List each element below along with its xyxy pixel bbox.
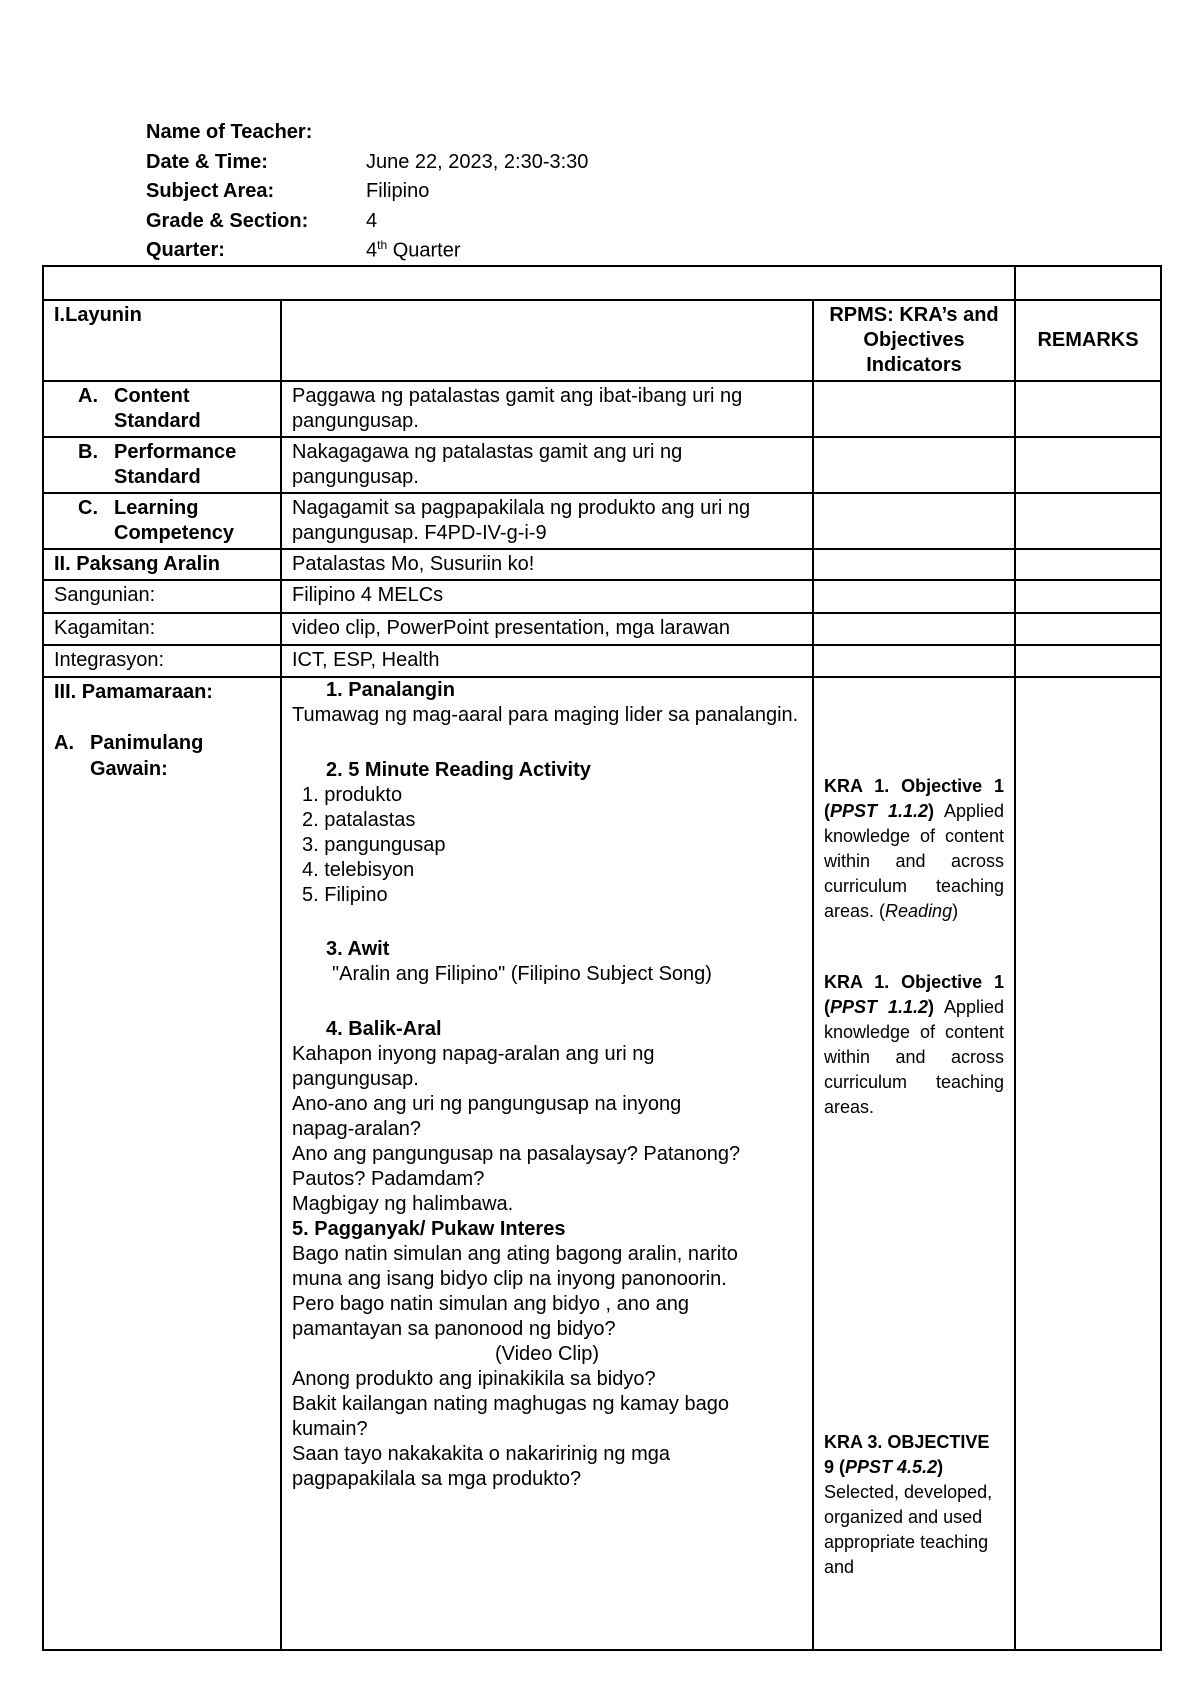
question-line: Anong produkto ang ipinakikila sa bidyo? [292, 1367, 656, 1390]
remarks-cell [1015, 677, 1161, 1650]
motivation-line: Pero bago natin simulan ang bidyo , ano ang [292, 1292, 689, 1315]
reading-word: 1. produkto [302, 783, 403, 806]
review-line: Magbigay ng halimbawa. [292, 1192, 514, 1215]
kagamitan-row [43, 613, 1161, 645]
grade-row [146, 207, 588, 237]
quarter-label: Quarter: [146, 239, 225, 262]
kagamitan-label: Kagamitan: [43, 613, 281, 645]
paksa-label: II. Paksang Aralin [43, 549, 281, 580]
paksa-row [43, 549, 1161, 580]
performance-standard-row [43, 437, 1161, 493]
step-pagganyak-heading: 5. Pagganyak/ Pukaw Interes [292, 1217, 566, 1240]
layunin-label: I.Layunin [43, 300, 281, 381]
learning-competency-row [43, 493, 1161, 549]
step-panalangin-text: Tumawag ng mag-aaral para maging lider sa panalangin. [292, 704, 799, 726]
integrasyon-value: ICT, ESP, Health [281, 645, 813, 677]
panimulang-letter: A. [54, 732, 74, 754]
rpms-header: RPMS: KRA’s and Objectives Indicators [813, 300, 1015, 381]
sanggunian-label: Sangunian: [43, 580, 281, 613]
question-line: pagpapakilala sa mga produkto? [292, 1467, 582, 1490]
step-balik-aral-heading: 4. Balik-Aral [326, 1017, 442, 1040]
performance-standard-label: Performance Standard [114, 441, 237, 488]
review-line: Kahapon inyong napag-aralan ang uri ng [292, 1042, 655, 1065]
performance-standard-letter: B. [78, 441, 98, 463]
question-line: Saan tayo nakakakita o nakaririnig ng mga [292, 1442, 671, 1465]
reading-word: 3. pangungusap [302, 833, 446, 856]
procedure-cell [281, 677, 813, 1650]
pamamaraan-row [43, 677, 1161, 1650]
learning-competency-value: Nagagamit sa pagpapakilala ng produkto ang uri ng pangungusap. F4PD-IV-g-i-9 [281, 493, 813, 549]
date-row [146, 148, 588, 178]
kra-block-3: KRA 3. OBJECTIVE 9 (PPST 4.5.2) Selected, developed, organized and used appropriate teaching and [824, 1432, 993, 1577]
content-standard-letter: A. [78, 385, 98, 407]
review-line: pangungusap. [292, 1067, 419, 1090]
integrasyon-label: Integrasyon: [43, 645, 281, 677]
review-line: Ano-ano ang uri ng pangungusap na inyong [292, 1092, 682, 1115]
layunin-header-row [43, 300, 1161, 381]
reading-word: 5. Filipino [302, 883, 388, 906]
teacher-label: Name of Teacher: [146, 121, 313, 144]
panimulang-label: Panimulang Gawain: [90, 732, 204, 780]
video-clip-label: (Video Clip) [494, 1342, 600, 1365]
sanggunian-row [43, 580, 1161, 613]
content-standard-row [43, 381, 1161, 437]
kra-block-1: KRA 1. Objective 1 (PPST 1.1.2) Applied knowledge of content within and across curriculum teaching areas. (Reading) [824, 776, 1005, 921]
date-value: June 22, 2023, 2:30-3:30 [366, 150, 589, 173]
quarter-value: 4th Quarter [366, 238, 461, 263]
subject-label: Subject Area: [146, 180, 275, 203]
reading-word: 2. patalastas [302, 808, 416, 831]
learning-competency-label: Learning Competency [114, 497, 235, 544]
review-line: Pautos? Padamdam? [292, 1167, 485, 1190]
performance-standard-value: Nakagagawa ng patalastas gamit ang uri ng pangungusap. [281, 437, 813, 493]
reading-word: 4. telebisyon [302, 858, 415, 881]
sanggunian-value: Filipino 4 MELCs [281, 580, 813, 613]
subject-value: Filipino [366, 180, 430, 203]
question-line: kumain? [292, 1417, 368, 1440]
pamamaraan-label: III. Pamamaraan: [54, 681, 213, 703]
kra-block-2: KRA 1. Objective 1 (PPST 1.1.2) Applied knowledge of content within and across curriculum teaching areas. [824, 972, 1005, 1117]
step-reading-heading: 2. 5 Minute Reading Activity [326, 758, 591, 781]
review-line: Ano ang pangungusap na pasalaysay? Patanong? [292, 1142, 741, 1165]
content-standard-label: Content Standard [114, 385, 201, 432]
review-line: napag-aralan? [292, 1117, 421, 1140]
integrasyon-row [43, 645, 1161, 677]
learning-competency-letter: C. [78, 497, 98, 519]
motivation-line: pamantayan sa panonood ng bidyo? [292, 1317, 616, 1340]
paksa-value: Patalastas Mo, Susuriin ko! [281, 549, 813, 580]
quarter-row [146, 236, 588, 266]
step-panalangin-heading: 1. Panalangin [326, 679, 455, 701]
step-awit-heading: 3. Awit [326, 938, 390, 960]
grade-value: 4 [366, 209, 378, 232]
motivation-line: Bago natin simulan ang ating bagong aralin, narito [292, 1242, 738, 1265]
song-title: "Aralin ang Filipino" (Filipino Subject Song) [332, 963, 712, 985]
blank-top-row [43, 266, 1161, 300]
kra-cell [813, 677, 1015, 1650]
content-standard-value: Paggawa ng patalastas gamit ang ibat-ibang uri ng pangungusap. [281, 381, 813, 437]
remarks-header: REMARKS [1015, 300, 1161, 381]
date-label: Date & Time: [146, 150, 268, 173]
question-line: Bakit kailangan nating maghugas ng kamay bago [292, 1392, 729, 1415]
lesson-plan-table [42, 265, 1162, 1651]
teacher-row [146, 118, 588, 148]
kagamitan-value: video clip, PowerPoint presentation, mga larawan [281, 613, 813, 645]
subject-row [146, 177, 588, 207]
lesson-header [146, 118, 588, 266]
motivation-line: muna ang isang bidyo clip na inyong panonoorin. [292, 1267, 727, 1290]
grade-label: Grade & Section: [146, 209, 309, 232]
